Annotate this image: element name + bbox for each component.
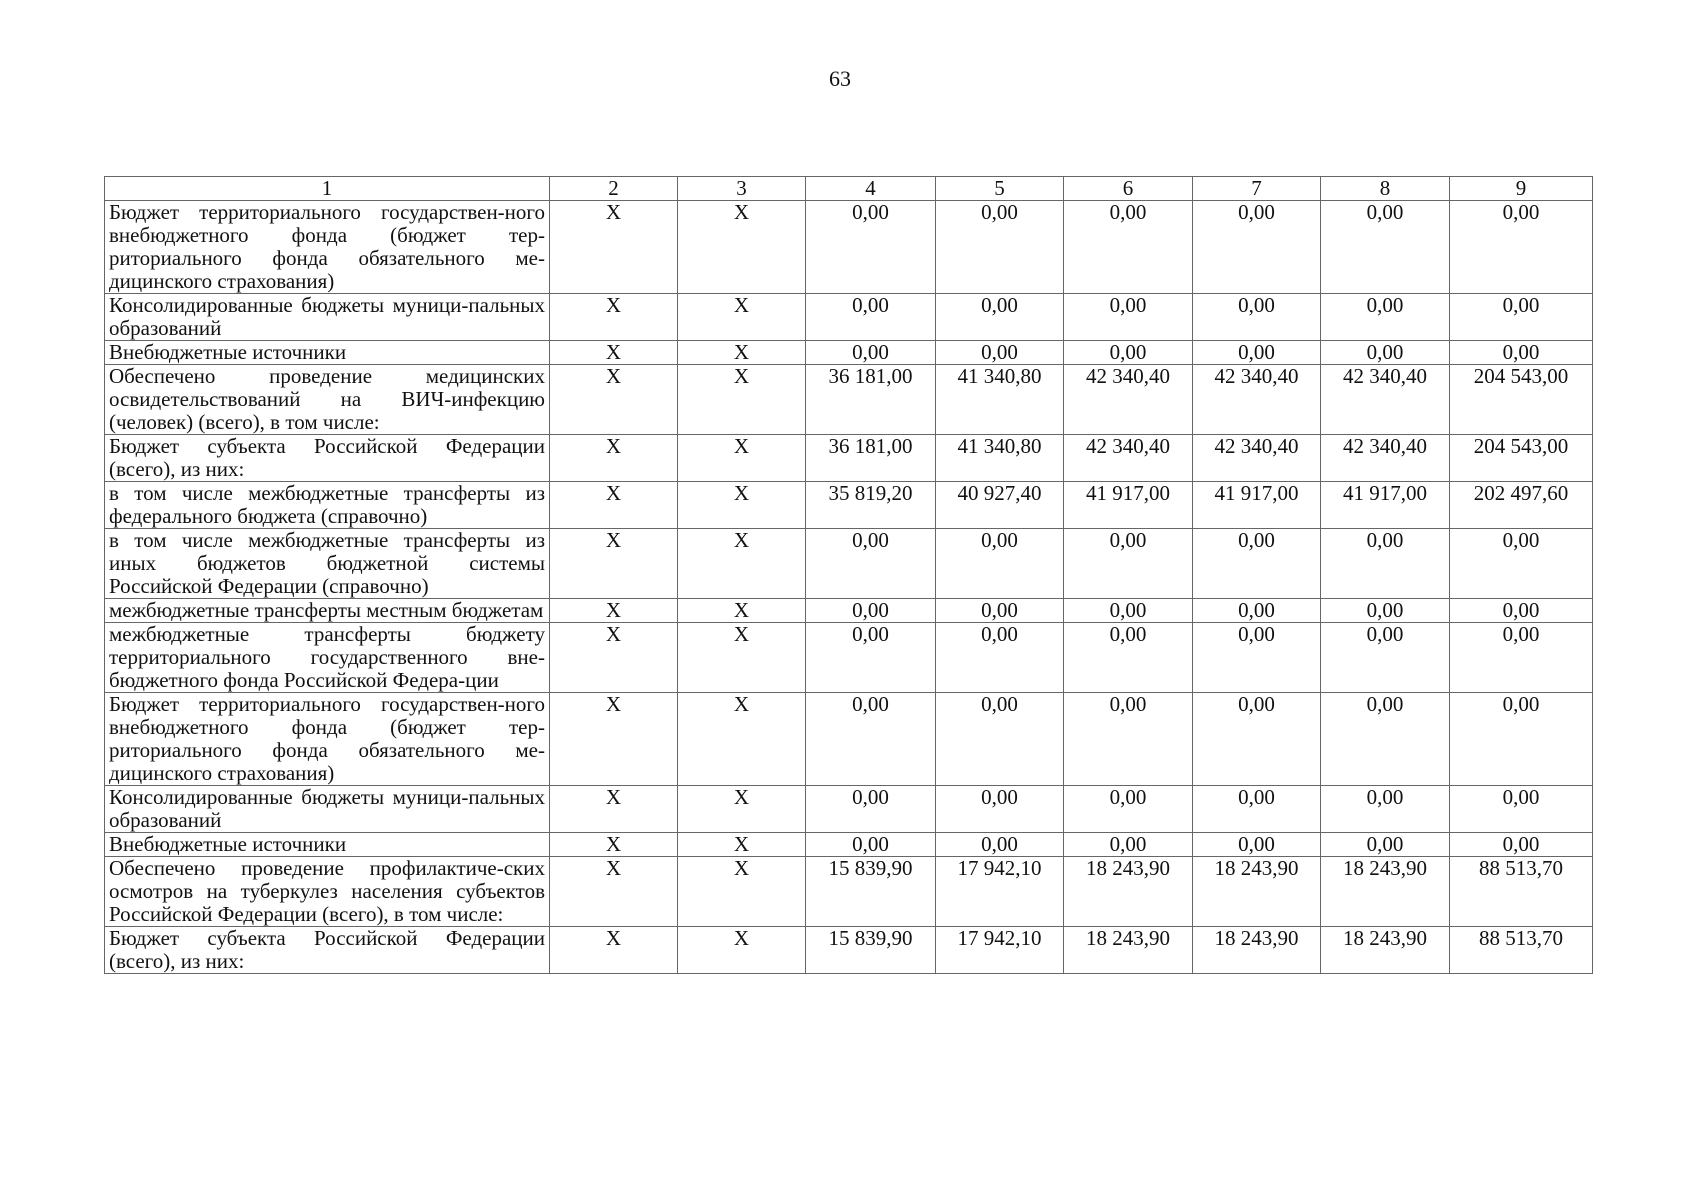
- cell-col-7: 0,00: [1193, 529, 1321, 599]
- cell-col-7: 0,00: [1193, 833, 1321, 857]
- cell-col-3: X: [678, 833, 806, 857]
- cell-col-6: 0,00: [1064, 786, 1193, 833]
- table-row: [105, 786, 1593, 833]
- header-row: [105, 177, 1593, 201]
- cell-col-6: 0,00: [1064, 693, 1193, 786]
- table-row: [105, 927, 1593, 974]
- cell-col-7: 0,00: [1193, 693, 1321, 786]
- column-header: 7: [1193, 177, 1321, 201]
- cell-col-5: 0,00: [936, 599, 1064, 623]
- cell-col-2: X: [550, 201, 678, 294]
- row-label: Внебюджетные источники: [105, 341, 550, 365]
- cell-col-3: X: [678, 435, 806, 482]
- cell-col-8: 0,00: [1321, 294, 1450, 341]
- column-header: 1: [105, 177, 550, 201]
- cell-col-8: 18 243,90: [1321, 857, 1450, 927]
- cell-col-4: 15 839,90: [806, 857, 936, 927]
- cell-col-2: X: [550, 341, 678, 365]
- cell-col-2: X: [550, 599, 678, 623]
- cell-col-3: X: [678, 693, 806, 786]
- column-header: 4: [806, 177, 936, 201]
- cell-col-6: 18 243,90: [1064, 927, 1193, 974]
- cell-col-4: 0,00: [806, 599, 936, 623]
- cell-col-4: 0,00: [806, 294, 936, 341]
- cell-col-8: 42 340,40: [1321, 365, 1450, 435]
- cell-col-2: X: [550, 693, 678, 786]
- row-label: межбюджетные трансферты местным бюджетам: [105, 599, 550, 623]
- column-header: 5: [936, 177, 1064, 201]
- cell-col-6: 18 243,90: [1064, 857, 1193, 927]
- cell-col-5: 17 942,10: [936, 927, 1064, 974]
- cell-col-9: 0,00: [1450, 294, 1593, 341]
- cell-col-2: X: [550, 786, 678, 833]
- row-label: Бюджет субъекта Российской Федерации (всего), из них:: [105, 927, 550, 974]
- cell-col-5: 41 340,80: [936, 435, 1064, 482]
- cell-col-6: 0,00: [1064, 623, 1193, 693]
- row-label: Бюджет территориального государствен-ного внебюджетного фонда (бюджет тер-риториального фонда обязательного ме-дицинского страхования): [105, 693, 550, 786]
- cell-col-9: 0,00: [1450, 693, 1593, 786]
- cell-col-9: 0,00: [1450, 201, 1593, 294]
- cell-col-3: X: [678, 201, 806, 294]
- cell-col-2: X: [550, 294, 678, 341]
- cell-col-8: 0,00: [1321, 529, 1450, 599]
- cell-col-8: 0,00: [1321, 341, 1450, 365]
- cell-col-7: 0,00: [1193, 623, 1321, 693]
- cell-col-5: 0,00: [936, 623, 1064, 693]
- cell-col-6: 0,00: [1064, 294, 1193, 341]
- table-row: [105, 482, 1593, 529]
- cell-col-4: 0,00: [806, 623, 936, 693]
- cell-col-9: 0,00: [1450, 599, 1593, 623]
- row-label: в том числе межбюджетные трансферты из иных бюджетов бюджетной системы Российской Федерации (справочно): [105, 529, 550, 599]
- cell-col-7: 18 243,90: [1193, 857, 1321, 927]
- cell-col-4: 0,00: [806, 341, 936, 365]
- cell-col-4: 0,00: [806, 693, 936, 786]
- cell-col-6: 0,00: [1064, 599, 1193, 623]
- cell-col-2: X: [550, 623, 678, 693]
- cell-col-9: 0,00: [1450, 833, 1593, 857]
- cell-col-7: 0,00: [1193, 294, 1321, 341]
- cell-col-8: 42 340,40: [1321, 435, 1450, 482]
- cell-col-3: X: [678, 927, 806, 974]
- row-label: Консолидированные бюджеты муници-пальных образований: [105, 294, 550, 341]
- row-label: Внебюджетные источники: [105, 833, 550, 857]
- column-header: 3: [678, 177, 806, 201]
- cell-col-8: 0,00: [1321, 623, 1450, 693]
- cell-col-4: 36 181,00: [806, 365, 936, 435]
- table-row: [105, 365, 1593, 435]
- table-row: [105, 833, 1593, 857]
- cell-col-3: X: [678, 365, 806, 435]
- row-label: Обеспечено проведение медицинских освидетельствований на ВИЧ-инфекцию (человек) (всего), в том числе:: [105, 365, 550, 435]
- cell-col-6: 42 340,40: [1064, 435, 1193, 482]
- cell-col-4: 36 181,00: [806, 435, 936, 482]
- table-row: [105, 201, 1593, 294]
- cell-col-5: 0,00: [936, 693, 1064, 786]
- page-number: 63: [829, 66, 851, 91]
- cell-col-3: X: [678, 529, 806, 599]
- cell-col-5: 40 927,40: [936, 482, 1064, 529]
- column-header: 6: [1064, 177, 1193, 201]
- cell-col-9: 0,00: [1450, 623, 1593, 693]
- cell-col-7: 0,00: [1193, 786, 1321, 833]
- cell-col-3: X: [678, 857, 806, 927]
- cell-col-2: X: [550, 833, 678, 857]
- cell-col-4: 0,00: [806, 786, 936, 833]
- cell-col-8: 18 243,90: [1321, 927, 1450, 974]
- cell-col-3: X: [678, 482, 806, 529]
- cell-col-5: 41 340,80: [936, 365, 1064, 435]
- budget-table: [104, 176, 1593, 974]
- cell-col-3: X: [678, 294, 806, 341]
- table-row: [105, 294, 1593, 341]
- cell-col-6: 0,00: [1064, 833, 1193, 857]
- row-label: межбюджетные трансферты бюджету территориального государственного вне-бюджетного фонда Российской Федера-ции: [105, 623, 550, 693]
- cell-col-3: X: [678, 623, 806, 693]
- cell-col-8: 0,00: [1321, 693, 1450, 786]
- column-header: 8: [1321, 177, 1450, 201]
- cell-col-5: 0,00: [936, 529, 1064, 599]
- cell-col-8: 0,00: [1321, 833, 1450, 857]
- cell-col-9: 0,00: [1450, 786, 1593, 833]
- cell-col-7: 42 340,40: [1193, 365, 1321, 435]
- cell-col-2: X: [550, 927, 678, 974]
- cell-col-3: X: [678, 599, 806, 623]
- table-row: [105, 529, 1593, 599]
- cell-col-7: 42 340,40: [1193, 435, 1321, 482]
- cell-col-9: 204 543,00: [1450, 365, 1593, 435]
- column-header: 9: [1450, 177, 1593, 201]
- cell-col-5: 0,00: [936, 786, 1064, 833]
- cell-col-5: 0,00: [936, 294, 1064, 341]
- row-label: Бюджет территориального государствен-ного внебюджетного фонда (бюджет тер-риториального фонда обязательного ме-дицинского страхования): [105, 201, 550, 294]
- table-row: [105, 693, 1593, 786]
- column-header: 2: [550, 177, 678, 201]
- row-label: Бюджет субъекта Российской Федерации (всего), из них:: [105, 435, 550, 482]
- table-header: [105, 177, 1593, 201]
- row-label: Обеспечено проведение профилактиче-ских осмотров на туберкулез населения субъектов Российской Федерации (всего), в том числе:: [105, 857, 550, 927]
- cell-col-6: 0,00: [1064, 529, 1193, 599]
- cell-col-5: 0,00: [936, 201, 1064, 294]
- table-row: [105, 341, 1593, 365]
- table-row: [105, 857, 1593, 927]
- table-row: [105, 599, 1593, 623]
- table-body: [105, 201, 1593, 974]
- row-label: в том числе межбюджетные трансферты из федерального бюджета (справочно): [105, 482, 550, 529]
- cell-col-2: X: [550, 365, 678, 435]
- cell-col-9: 204 543,00: [1450, 435, 1593, 482]
- cell-col-3: X: [678, 786, 806, 833]
- cell-col-8: 0,00: [1321, 786, 1450, 833]
- cell-col-4: 0,00: [806, 833, 936, 857]
- cell-col-6: 0,00: [1064, 341, 1193, 365]
- cell-col-4: 0,00: [806, 201, 936, 294]
- cell-col-2: X: [550, 529, 678, 599]
- cell-col-5: 0,00: [936, 833, 1064, 857]
- cell-col-9: 88 513,70: [1450, 927, 1593, 974]
- cell-col-6: 42 340,40: [1064, 365, 1193, 435]
- cell-col-3: X: [678, 341, 806, 365]
- cell-col-7: 18 243,90: [1193, 927, 1321, 974]
- cell-col-4: 35 819,20: [806, 482, 936, 529]
- cell-col-8: 41 917,00: [1321, 482, 1450, 529]
- cell-col-9: 202 497,60: [1450, 482, 1593, 529]
- cell-col-4: 0,00: [806, 529, 936, 599]
- cell-col-6: 0,00: [1064, 201, 1193, 294]
- cell-col-4: 15 839,90: [806, 927, 936, 974]
- cell-col-8: 0,00: [1321, 201, 1450, 294]
- row-label: Консолидированные бюджеты муници-пальных образований: [105, 786, 550, 833]
- cell-col-9: 0,00: [1450, 341, 1593, 365]
- table-row: [105, 435, 1593, 482]
- cell-col-8: 0,00: [1321, 599, 1450, 623]
- cell-col-9: 88 513,70: [1450, 857, 1593, 927]
- cell-col-2: X: [550, 857, 678, 927]
- cell-col-7: 0,00: [1193, 201, 1321, 294]
- cell-col-5: 0,00: [936, 341, 1064, 365]
- cell-col-9: 0,00: [1450, 529, 1593, 599]
- cell-col-7: 0,00: [1193, 599, 1321, 623]
- cell-col-2: X: [550, 435, 678, 482]
- cell-col-6: 41 917,00: [1064, 482, 1193, 529]
- cell-col-7: 0,00: [1193, 341, 1321, 365]
- cell-col-7: 41 917,00: [1193, 482, 1321, 529]
- table-row: [105, 623, 1593, 693]
- cell-col-2: X: [550, 482, 678, 529]
- cell-col-5: 17 942,10: [936, 857, 1064, 927]
